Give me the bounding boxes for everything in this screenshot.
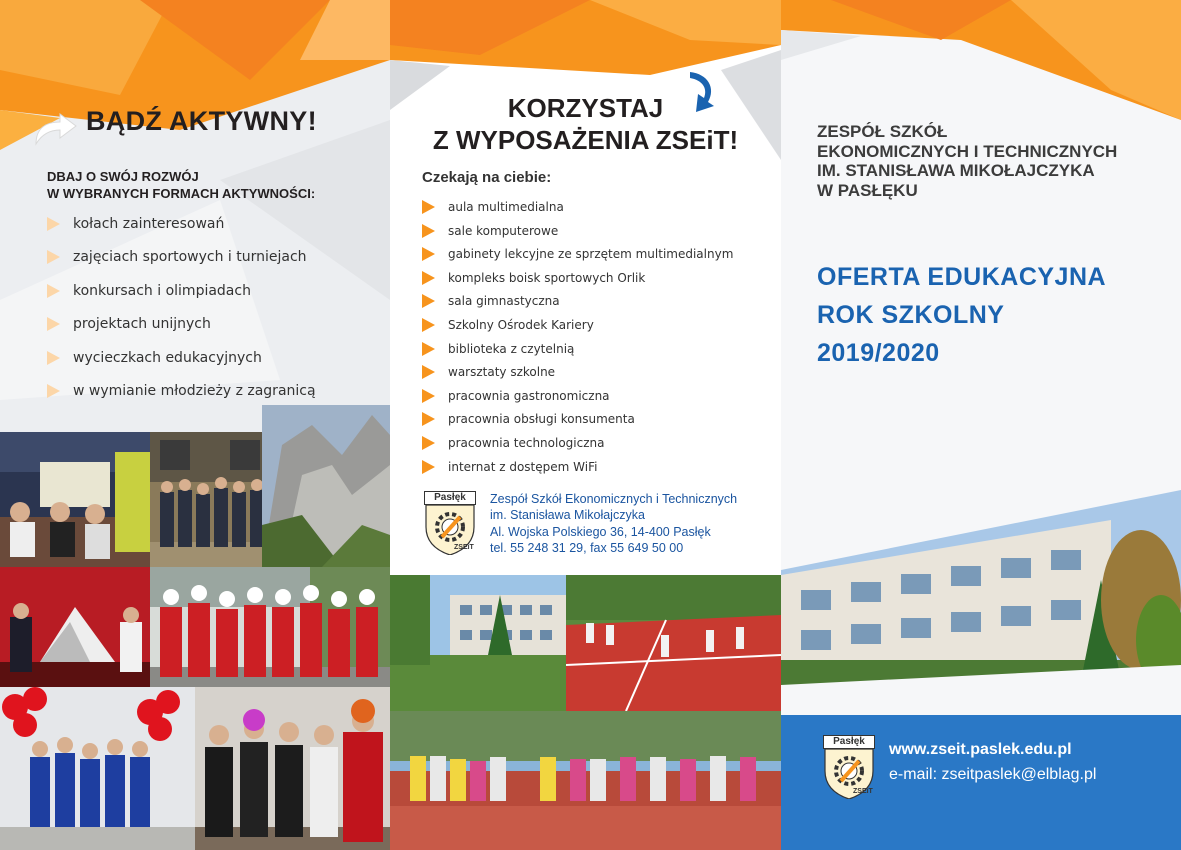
school-name	[817, 122, 1117, 200]
list-item-label: projektach unijnych	[73, 316, 211, 333]
bullet-triangle-icon	[47, 384, 60, 398]
school-name-line: IM. STANISŁAWA MIKOŁAJCZYKA	[817, 161, 1095, 180]
contact-line: Zespół Szkół Ekonomicznych i Technicznych	[490, 492, 738, 506]
curved-arrow-icon	[32, 110, 78, 148]
offer-title-line: ROK SZKOLNY	[817, 301, 1005, 329]
bullet-triangle-icon	[47, 351, 60, 365]
list-item	[47, 282, 316, 315]
photo-school-garden	[390, 575, 566, 711]
subheading-line: W WYBRANYCH FORMACH AKTYWNOŚCI:	[47, 186, 316, 201]
website-link[interactable]: www.zseit.paslek.edu.pl	[889, 741, 1072, 758]
bullet-triangle-icon	[47, 217, 60, 231]
photo-classroom	[0, 432, 150, 567]
headline	[390, 92, 781, 156]
photo-halloween-costumes	[195, 687, 390, 850]
subheading-line: DBAJ O SWÓJ ROZWÓJ	[47, 169, 199, 184]
list-item-label: pracownia gastronomiczna	[448, 388, 610, 403]
subheading	[47, 168, 315, 202]
bullet-triangle-icon	[422, 224, 435, 238]
bullet-triangle-icon	[422, 436, 435, 450]
list-item	[422, 459, 733, 483]
bullet-triangle-icon	[422, 294, 435, 308]
list-item	[422, 293, 733, 317]
bullet-triangle-icon	[47, 250, 60, 264]
list-item	[422, 317, 733, 341]
list-item-label: pracownia obsługi konsumenta	[448, 412, 635, 427]
photo-sports-team	[390, 711, 781, 850]
photo-volleyball-court	[566, 575, 781, 711]
list-item	[422, 388, 733, 412]
middle-panel	[390, 0, 781, 850]
bullet-triangle-icon	[422, 200, 435, 214]
list-item-label: kołach zainteresowań	[73, 216, 225, 232]
list-item	[47, 315, 316, 348]
list-item	[422, 270, 733, 294]
gear-pencil-icon	[424, 505, 476, 555]
photo-balloons-group	[0, 687, 195, 850]
bullet-triangle-icon	[422, 342, 435, 356]
list-item	[422, 364, 733, 388]
list-item-label: biblioteka z czytelnią	[448, 341, 575, 356]
list-item-label: internat z dostępem WiFi	[448, 459, 598, 474]
photo-stage-award	[0, 567, 150, 687]
list-item	[422, 223, 733, 247]
logo-small-text: ZSEiT	[454, 544, 474, 551]
list-item	[422, 411, 733, 435]
list-item	[422, 435, 733, 459]
headline-line: KORZYSTAJ	[507, 93, 664, 123]
contact-line: tel. 55 248 31 29, fax 55 649 50 00	[490, 541, 684, 556]
bullet-triangle-icon	[422, 460, 435, 474]
list-item-label: pracownia technologiczna	[448, 435, 605, 450]
contact-block	[490, 491, 737, 557]
list-item-label: wycieczkach edukacyjnych	[73, 349, 262, 366]
photo-school-building	[781, 490, 1181, 720]
list-item-label: zajęciach sportowych i turniejach	[73, 249, 307, 266]
logo-label: Pasłęk	[424, 491, 476, 505]
bullet-triangle-icon	[422, 365, 435, 379]
offer-title-line: OFERTA EDUKACYJNA	[817, 263, 1107, 291]
photo-santa-group	[150, 567, 390, 687]
contact-line: im. Stanisława Mikołajczyka	[490, 508, 645, 523]
list-item-label: sale komputerowe	[448, 223, 559, 238]
list-item-label: gabinety lekcyjne ze sprzętem multimedialnym	[448, 247, 734, 262]
offer-title-line: 2019/2020	[817, 339, 940, 367]
bullet-triangle-icon	[422, 412, 435, 426]
list-item-label: aula multimedialna	[448, 200, 564, 214]
school-name-line: W PASŁĘKU	[817, 180, 918, 200]
facilities-list	[422, 199, 733, 482]
list-item-label: w wymianie młodzieży z zagranicą	[73, 382, 316, 399]
offer-title	[817, 258, 1106, 372]
right-panel	[781, 0, 1181, 850]
list-item	[47, 349, 316, 382]
bullet-triangle-icon	[47, 284, 60, 298]
bullet-triangle-icon	[422, 389, 435, 403]
list-item-label: konkursach i olimpiadach	[73, 282, 251, 299]
school-name-line: ZESPÓŁ SZKÓŁ	[817, 122, 948, 141]
school-logo	[424, 491, 476, 555]
bullet-triangle-icon	[47, 317, 60, 331]
list-item-label: kompleks boisk sportowych Orlik	[448, 270, 646, 285]
list-item	[422, 199, 733, 223]
photo-mountains	[262, 405, 390, 567]
logo-small-text: ZSEiT	[853, 788, 873, 795]
bullet-triangle-icon	[422, 247, 435, 261]
list-item-label: sala gimnastyczna	[448, 294, 560, 309]
left-panel	[0, 0, 390, 850]
bullet-triangle-icon	[422, 271, 435, 285]
email-link[interactable]: e-mail: zseitpaslek@elblag.pl	[889, 766, 1097, 783]
contact-line: Al. Wojska Polskiego 36, 14-400 Pasłęk	[490, 524, 711, 539]
logo-label: Pasłęk	[823, 735, 875, 749]
headline: BĄDŹ AKTYWNY!	[86, 106, 317, 136]
list-item	[47, 215, 316, 248]
list-item	[422, 246, 733, 270]
list-item	[422, 341, 733, 365]
activity-list	[47, 215, 316, 415]
list-item	[47, 248, 316, 281]
subheading: Czekają na ciebie:	[422, 169, 552, 186]
school-name-line: EKONOMICZNYCH I TECHNICZNYCH	[817, 141, 1118, 161]
headline-line: Z WYPOSAŻENIA ZSEiT!	[432, 125, 739, 155]
bullet-triangle-icon	[422, 318, 435, 332]
list-item-label: warsztaty szkolne	[448, 365, 556, 380]
photo-group-building	[150, 432, 275, 567]
gear-pencil-icon	[823, 749, 875, 799]
list-item-label: Szkolny Ośrodek Kariery	[448, 317, 594, 332]
school-logo	[823, 735, 875, 799]
